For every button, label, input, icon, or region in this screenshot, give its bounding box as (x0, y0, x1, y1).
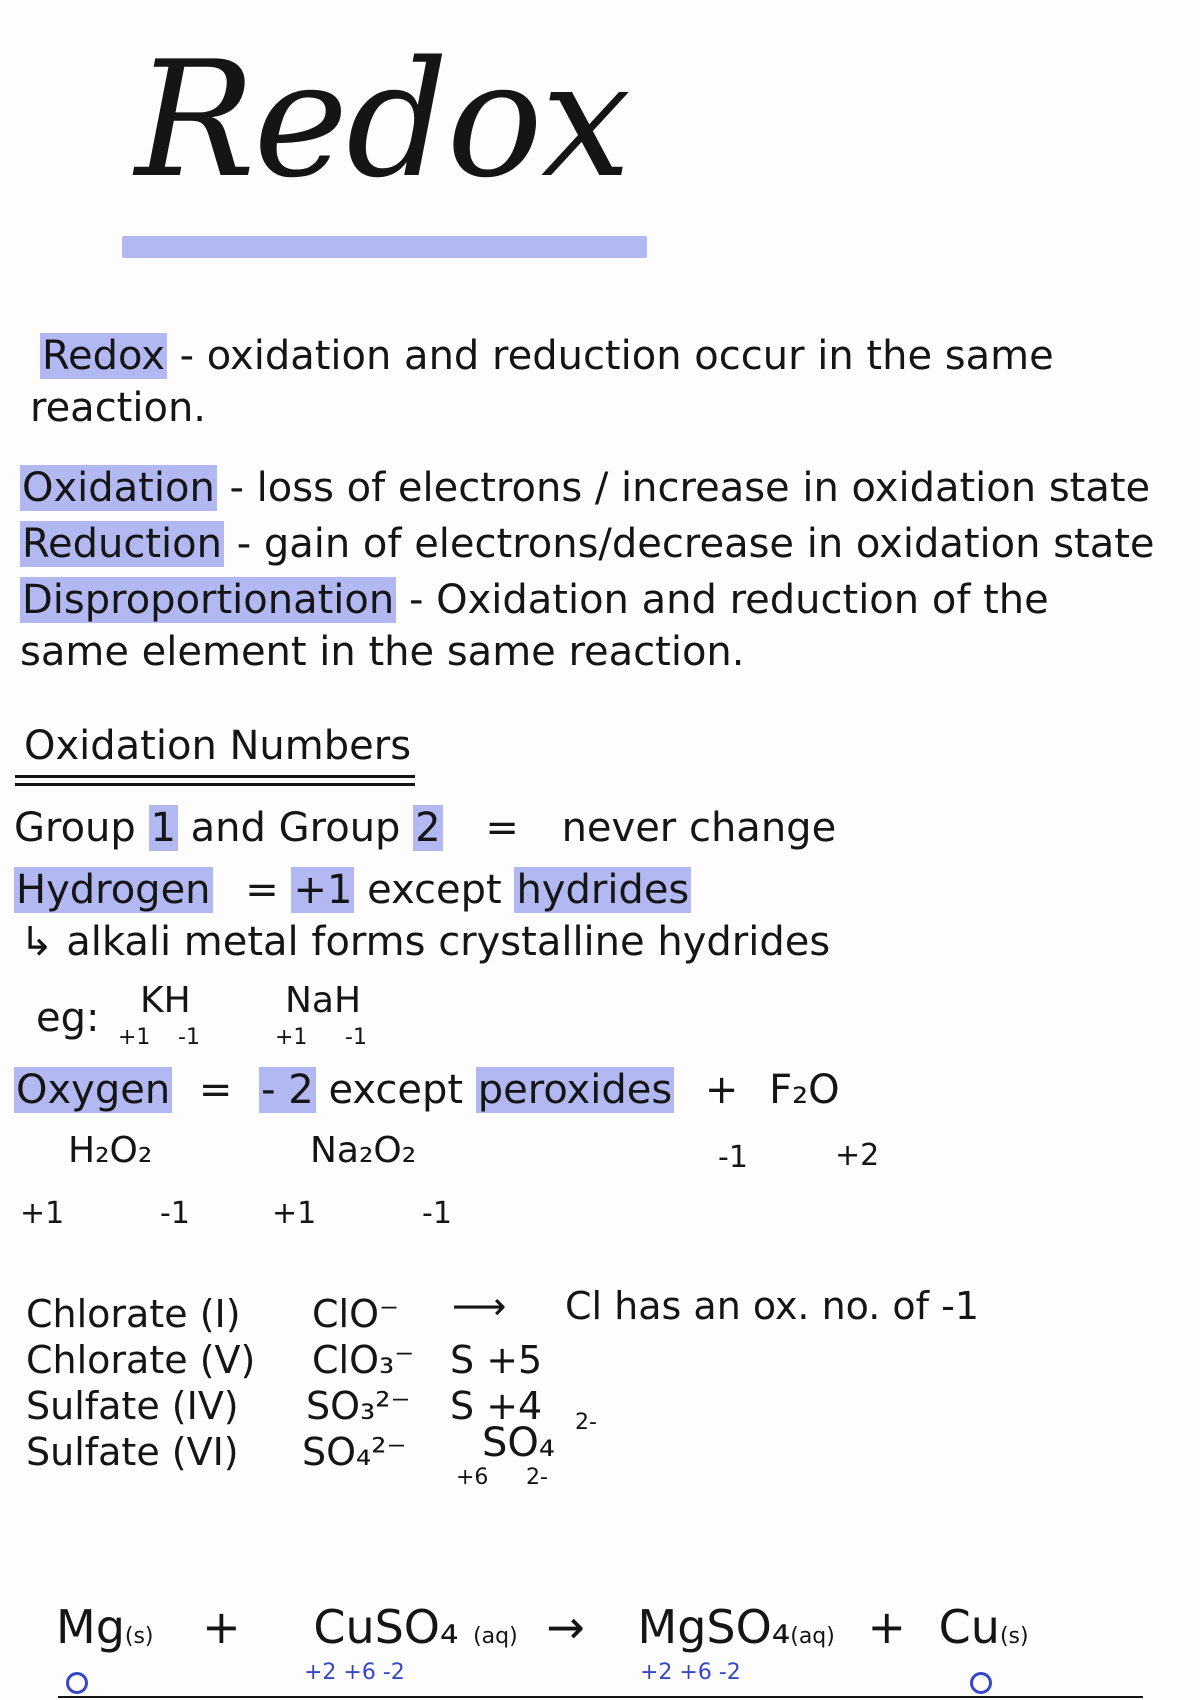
oxidation-def-text: - loss of electrons / increase in oxidation state (229, 465, 1151, 511)
cuso4-ox-numbers: +2 +6 -2 (304, 1660, 405, 1685)
reaction-arrow-icon: → (546, 1600, 585, 1654)
hydride-note-text: alkali metal forms crystalline hydrides (66, 919, 831, 965)
mgso4-ox-numbers: +2 +6 -2 (640, 1660, 741, 1685)
group2-number: 2 (415, 805, 441, 851)
group-rule-line (14, 802, 836, 854)
hook-arrow-icon: ↳ (20, 919, 54, 965)
hydrides-term: hydrides (516, 867, 690, 913)
arrow-icon: ⟶ (452, 1284, 507, 1328)
h2o2-formula: H₂O₂ (68, 1130, 153, 1171)
ion-name-sulfate-vi: Sulfate (VI) (26, 1430, 239, 1474)
nah-formula: NaH (285, 980, 362, 1021)
cu-zero-ox-icon (970, 1672, 992, 1694)
so4-s-ox: +6 (456, 1465, 489, 1490)
ion-name-chlorate-i: Chlorate (I) (26, 1292, 241, 1336)
plus-sign: + (704, 1067, 739, 1113)
eg-label: eg: (36, 995, 100, 1041)
mgso4-product: MgSO₄ (637, 1600, 791, 1654)
cuso4-state: (aq) (473, 1624, 518, 1649)
f2o-f-ox: -1 (718, 1140, 748, 1175)
disproportionation-def-text: - Oxidation and reduction of the (408, 577, 1049, 623)
h2o2-h-ox: +1 (20, 1196, 65, 1231)
h2o2-o-ox: -1 (160, 1196, 190, 1231)
ion-formula-clo: ClO⁻ (312, 1292, 400, 1336)
group-word-2: Group (278, 805, 401, 851)
kh-h-ox: -1 (178, 1025, 200, 1050)
cu-product: Cu (938, 1600, 1000, 1654)
plus-sign: + (202, 1600, 241, 1654)
disproportionation-def-continuation: same element in the same reaction. (20, 629, 745, 675)
redox-term: Redox (42, 333, 165, 379)
except-word: except (328, 1067, 464, 1113)
disproportionation-definition (20, 574, 1049, 626)
cu-state: (s) (999, 1624, 1029, 1649)
na2o2-formula: Na₂O₂ (310, 1130, 417, 1171)
oxidation-definition (20, 462, 1150, 514)
bottom-divider (58, 1696, 1143, 1698)
so4-example-charge: 2- (575, 1410, 597, 1435)
nah-h-ox: -1 (345, 1025, 367, 1050)
equation (56, 1600, 1029, 1654)
f2o-formula: F₂O (769, 1067, 840, 1113)
hydrogen-term: Hydrogen (16, 867, 211, 913)
group-word: Group (14, 805, 136, 851)
peroxides-term: peroxides (477, 1067, 673, 1113)
na2o2-na-ox: +1 (272, 1196, 317, 1231)
hydride-note (20, 916, 830, 968)
reduction-term: Reduction (22, 521, 222, 567)
ion-formula-clo3: ClO₃⁻ (312, 1338, 415, 1382)
plus-sign-2: + (867, 1600, 907, 1654)
mgso4-state: (aq) (790, 1624, 835, 1649)
kh-k-ox: +1 (118, 1025, 151, 1050)
so4-example-formula: SO₄ (482, 1420, 555, 1466)
hydrogen-rule-line (14, 864, 691, 916)
oxygen-term: Oxygen (16, 1067, 171, 1113)
kh-formula: KH (140, 980, 191, 1021)
cuso4-reactant: CuSO₄ (313, 1600, 459, 1654)
equals-sign: = (198, 1067, 233, 1113)
ion-name-sulfate-iv: Sulfate (IV) (26, 1384, 239, 1428)
ion-formula-so4: SO₄²⁻ (302, 1430, 407, 1474)
oxidation-numbers-heading: Oxidation Numbers (24, 723, 412, 769)
ion-note-clo3: S +5 (450, 1338, 543, 1382)
oxidation-term: Oxidation (22, 465, 215, 511)
nah-na-ox: +1 (275, 1025, 308, 1050)
mg-zero-ox-icon (66, 1672, 88, 1694)
equals-sign: = (485, 805, 519, 851)
group-rule-text: never change (561, 805, 837, 851)
ion-note-clo: Cl has an ox. no. of -1 (565, 1284, 980, 1328)
heading-underline (15, 775, 415, 778)
ion-name-chlorate-v: Chlorate (V) (26, 1338, 256, 1382)
ion-formula-so3: SO₃²⁻ (306, 1384, 411, 1428)
page-title: Redox (135, 26, 630, 213)
except-word: except (367, 867, 502, 913)
redox-def-continuation: reaction. (30, 385, 207, 431)
f2o-o-ox: +2 (835, 1138, 880, 1173)
group1-number: 1 (150, 805, 176, 851)
mg-reactant: Mg (56, 1600, 125, 1654)
hydrogen-value: +1 (293, 867, 353, 913)
oxygen-rule-line (14, 1064, 840, 1116)
redox-def-text: - oxidation and reduction occur in the same (179, 333, 1054, 379)
na2o2-o-ox: -1 (422, 1196, 452, 1231)
title-underline-highlight (122, 236, 647, 258)
so4-o-ox: 2- (526, 1465, 548, 1490)
and-word: and (190, 805, 266, 851)
oxygen-value: - 2 (261, 1067, 314, 1113)
equals-sign: = (245, 867, 279, 913)
redox-definition (40, 330, 1054, 382)
mg-state: (s) (124, 1624, 154, 1649)
reduction-def-text: - gain of electrons/decrease in oxidation state (236, 521, 1155, 567)
ion-note-so3: S +4 (450, 1384, 543, 1428)
reduction-definition (20, 518, 1155, 570)
disproportionation-term: Disproportionation (22, 577, 395, 623)
heading-underline-second (15, 783, 415, 786)
